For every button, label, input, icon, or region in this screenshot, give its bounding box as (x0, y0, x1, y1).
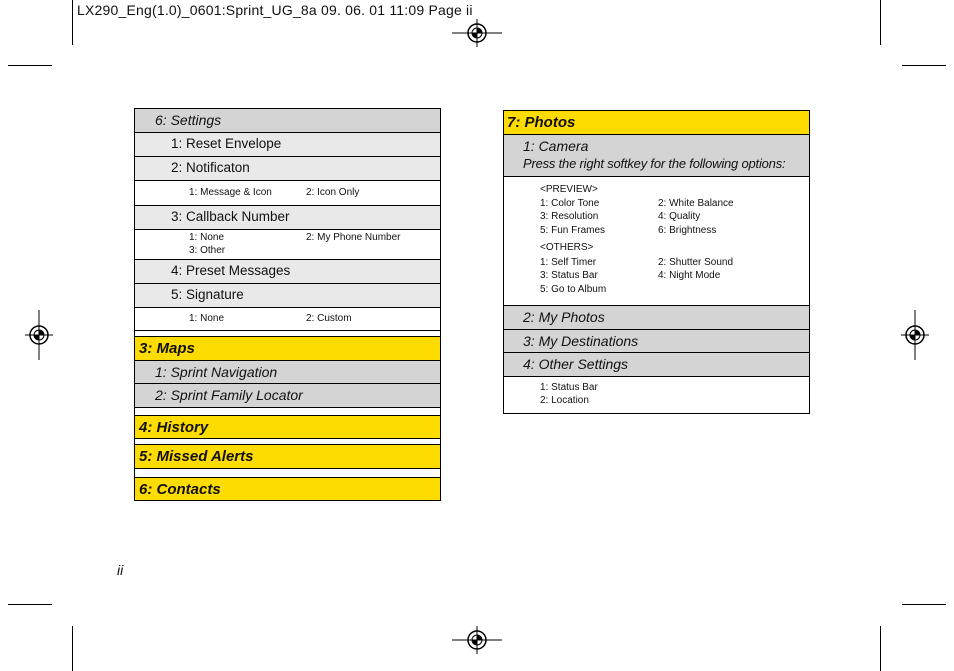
registration-mark-icon (452, 626, 502, 654)
menu-label: 4: Preset Messages (171, 263, 291, 278)
option-item: 1: Self Timer (540, 257, 597, 268)
page-number: ii (117, 562, 124, 578)
menu-label: 4: Other Settings (523, 356, 629, 372)
option-item: 5: Go to Album (540, 284, 607, 295)
menu-row-photos (504, 111, 809, 134)
menu-label: 1: Reset Envelope (171, 136, 282, 151)
options-other-settings (504, 376, 809, 413)
menu-row-other-settings (504, 352, 809, 376)
camera-note: Press the right softkey for the following options: (523, 156, 786, 171)
menu-row-my-destinations (504, 329, 809, 352)
crop-mark (902, 604, 946, 605)
crop-mark (72, 0, 73, 45)
section-heading: 5: Missed Alerts (139, 448, 254, 465)
section-heading: 3: Maps (139, 340, 195, 357)
menu-row-family-locator (135, 383, 440, 407)
crop-mark (72, 626, 73, 671)
option-item: 5: Fun Frames (540, 225, 606, 236)
option-item: 3: Status Bar (540, 270, 598, 281)
option-item: 1: Message & Icon (189, 187, 272, 198)
option-item: 2: Icon Only (306, 187, 360, 198)
option-group-label: <OTHERS> (540, 242, 594, 253)
menu-label: 1: Camera (523, 138, 589, 154)
crop-mark (880, 626, 881, 671)
left-menu-table (134, 108, 441, 501)
menu-row-notification (135, 156, 440, 180)
right-menu-table (503, 110, 810, 414)
option-item: 1: Status Bar (540, 382, 598, 393)
options-camera (504, 176, 809, 305)
option-item: 2: Custom (306, 313, 352, 324)
section-heading: 4: History (139, 419, 209, 436)
registration-mark-icon (901, 310, 929, 360)
crop-mark (8, 604, 52, 605)
option-item: 3: Other (189, 245, 226, 256)
option-group-label: <PREVIEW> (540, 184, 598, 195)
menu-row-signature (135, 283, 440, 307)
spacer (135, 407, 440, 415)
menu-row-preset-messages (135, 259, 440, 283)
menu-label: 5: Signature (171, 287, 244, 302)
menu-row-contacts (135, 477, 440, 500)
menu-label: 1: Sprint Navigation (155, 364, 278, 380)
option-item: 1: None (189, 313, 225, 324)
option-item: 1: None (189, 232, 225, 243)
menu-label: 2: My Photos (523, 309, 605, 325)
menu-row-reset-envelope (135, 132, 440, 156)
option-item: 2: My Phone Number (306, 232, 401, 243)
menu-row-my-photos (504, 305, 809, 329)
option-item: 4: Quality (658, 211, 701, 222)
options-callback (135, 229, 440, 259)
section-heading: 7: Photos (507, 114, 576, 131)
crop-mark (8, 65, 52, 66)
option-item: 2: Location (540, 395, 589, 406)
menu-row-callback-number (135, 205, 440, 229)
menu-label: 3: Callback Number (171, 209, 290, 224)
option-item: 6: Brightness (658, 225, 717, 236)
menu-label: 6: Settings (155, 112, 222, 128)
crop-mark (880, 0, 881, 45)
menu-label: 2: Notificaton (171, 160, 250, 175)
menu-row-sprint-navigation (135, 360, 440, 383)
spacer (135, 468, 440, 477)
print-slug: LX290_Eng(1.0)_0601:Sprint_UG_8a 09. 06. 01 11:09 Page ii (77, 2, 473, 18)
option-item: 2: Shutter Sound (658, 257, 734, 268)
option-item: 2: White Balance (658, 198, 734, 209)
registration-mark-icon (452, 19, 502, 47)
option-item: 3: Resolution (540, 211, 599, 222)
menu-row-missed-alerts (135, 444, 440, 468)
options-signature (135, 307, 440, 330)
menu-row-camera (504, 134, 809, 176)
menu-label: 2: Sprint Family Locator (155, 387, 303, 403)
menu-row-maps (135, 336, 440, 360)
section-heading: 6: Contacts (139, 481, 221, 498)
menu-label: 3: My Destinations (523, 333, 639, 349)
crop-mark (902, 65, 946, 66)
option-item: 4: Night Mode (658, 270, 721, 281)
option-item: 1: Color Tone (540, 198, 600, 209)
registration-mark-icon (25, 310, 53, 360)
options-notification (135, 180, 440, 205)
menu-row-history (135, 415, 440, 438)
menu-row-settings (135, 109, 440, 132)
